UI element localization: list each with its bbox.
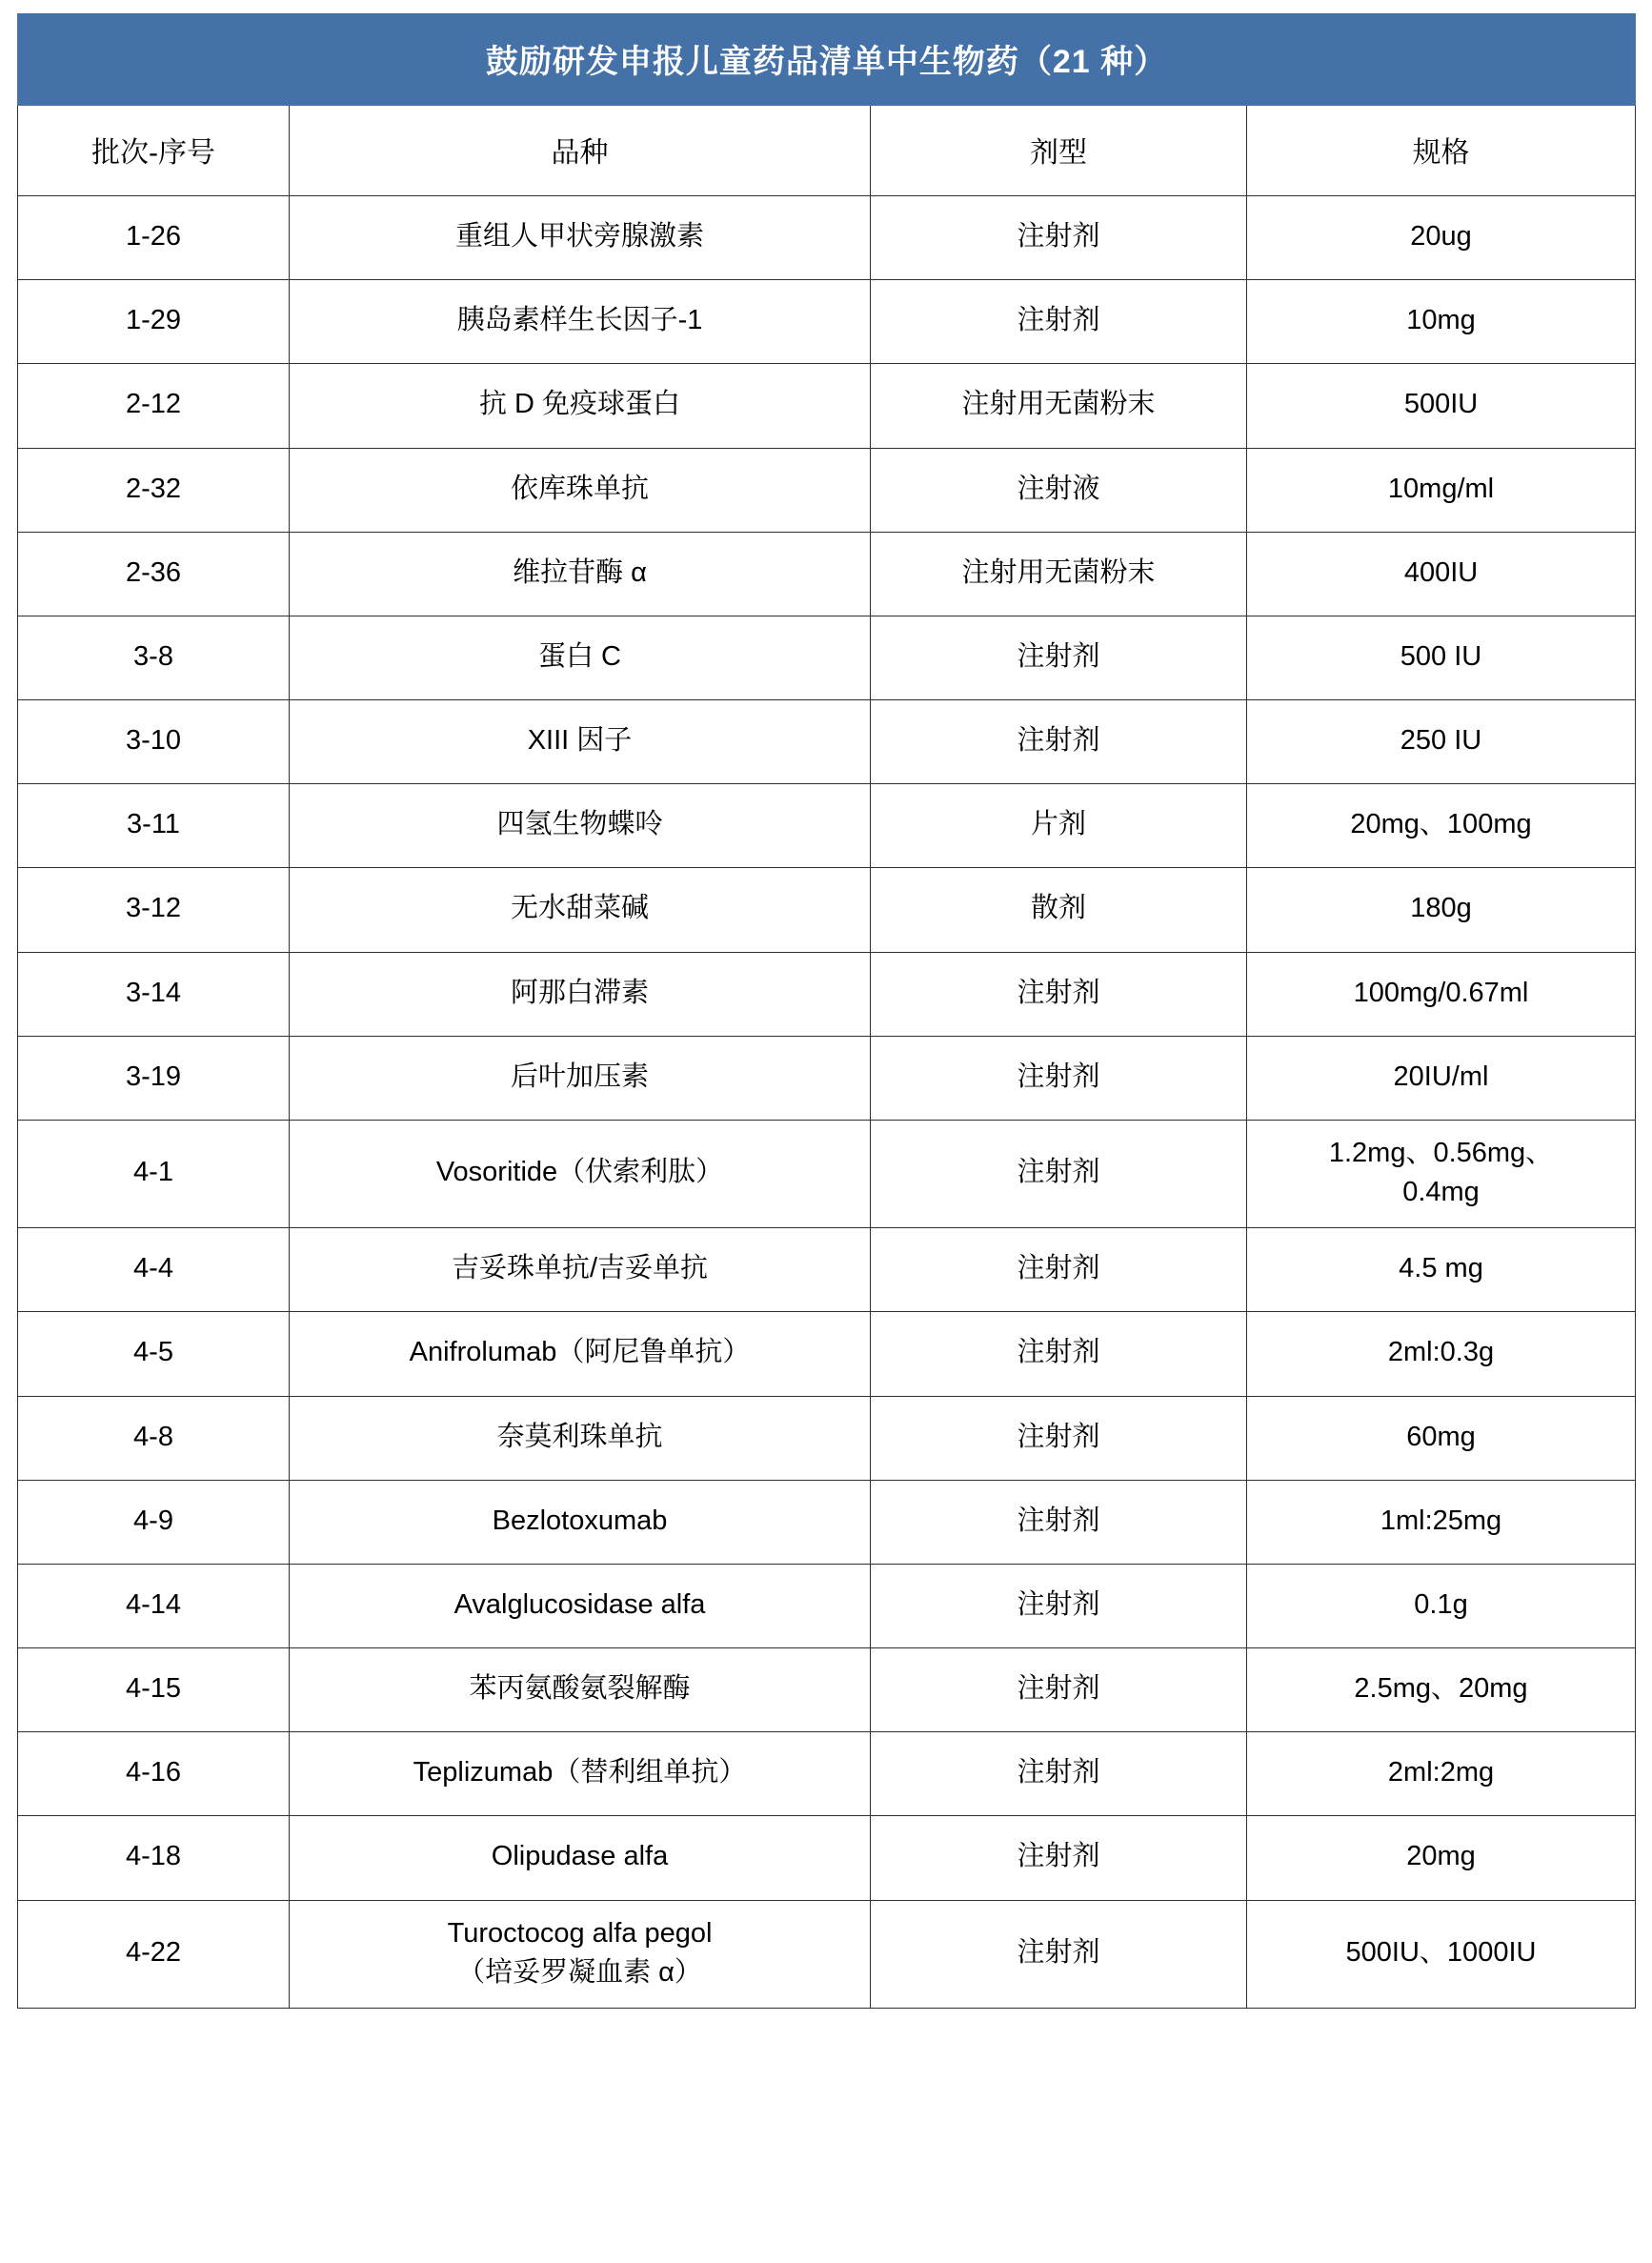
cell-batch-no: 4-4 xyxy=(18,1228,290,1312)
header-row xyxy=(18,106,1636,196)
table-row xyxy=(18,1396,1636,1480)
cell-specification: 20ug xyxy=(1247,196,1636,280)
cell-dosage-form: 注射剂 xyxy=(871,1120,1247,1227)
cell-line: 1.2mg、0.56mg、 xyxy=(1328,1137,1554,1168)
column-header-batch-no: 批次-序号 xyxy=(18,106,290,196)
cell-variety: 无水甜菜碱 xyxy=(290,868,871,952)
cell-dosage-form: 注射剂 xyxy=(871,952,1247,1036)
cell-batch-no: 3-8 xyxy=(18,616,290,699)
cell-batch-no: 3-12 xyxy=(18,868,290,952)
cell-line: Turoctocog alfa pegol xyxy=(447,1917,713,1949)
cell-variety: 吉妥珠单抗/吉妥单抗 xyxy=(290,1228,871,1312)
cell-batch-no: 4-16 xyxy=(18,1732,290,1816)
table-row xyxy=(18,616,1636,699)
cell-variety: 抗 D 免疫球蛋白 xyxy=(290,364,871,448)
cell-batch-no: 4-1 xyxy=(18,1120,290,1227)
table-row xyxy=(18,196,1636,280)
cell-batch-no: 4-9 xyxy=(18,1480,290,1564)
cell-variety: Olipudase alfa xyxy=(290,1816,871,1900)
cell-specification: 2.5mg、20mg xyxy=(1247,1648,1636,1732)
cell-line: （培妥罗凝血素 α） xyxy=(457,1956,702,1988)
cell-variety: 重组人甲状旁腺激素 xyxy=(290,196,871,280)
cell-dosage-form: 注射剂 xyxy=(871,1564,1247,1647)
table-body xyxy=(18,196,1636,2009)
table-row xyxy=(18,1564,1636,1647)
cell-variety: XIII 因子 xyxy=(290,700,871,784)
column-header-specification: 规格 xyxy=(1247,106,1636,196)
cell-dosage-form: 注射剂 xyxy=(871,1036,1247,1120)
cell-variety: 奈莫利珠单抗 xyxy=(290,1396,871,1480)
cell-batch-no: 2-36 xyxy=(18,532,290,616)
cell-batch-no: 2-12 xyxy=(18,364,290,448)
cell-batch-no: 4-14 xyxy=(18,1564,290,1647)
cell-specification: 100mg/0.67ml xyxy=(1247,952,1636,1036)
cell-variety: 后叶加压素 xyxy=(290,1036,871,1120)
cell-dosage-form: 注射用无菌粉末 xyxy=(871,364,1247,448)
cell-variety: Bezlotoxumab xyxy=(290,1480,871,1564)
cell-variety: 依库珠单抗 xyxy=(290,448,871,532)
cell-specification: 2ml:2mg xyxy=(1247,1732,1636,1816)
cell-specification xyxy=(1247,1120,1636,1227)
cell-batch-no: 4-5 xyxy=(18,1312,290,1396)
cell-specification: 20IU/ml xyxy=(1247,1036,1636,1120)
table-row xyxy=(18,1732,1636,1816)
cell-variety: Avalglucosidase alfa xyxy=(290,1564,871,1647)
cell-batch-no: 4-15 xyxy=(18,1648,290,1732)
cell-variety: 苯丙氨酸氨裂解酶 xyxy=(290,1648,871,1732)
column-header-dosage-form: 剂型 xyxy=(871,106,1247,196)
cell-dosage-form: 注射剂 xyxy=(871,1816,1247,1900)
cell-variety: 阿那白滞素 xyxy=(290,952,871,1036)
table-row xyxy=(18,448,1636,532)
cell-dosage-form: 注射剂 xyxy=(871,1732,1247,1816)
page-title: 鼓励研发申报儿童药品清单中生物药（21 种） xyxy=(18,14,1636,106)
cell-dosage-form: 注射剂 xyxy=(871,1480,1247,1564)
table-row xyxy=(18,1036,1636,1120)
table-row xyxy=(18,1120,1636,1227)
table-row xyxy=(18,868,1636,952)
table-row xyxy=(18,784,1636,868)
cell-batch-no: 3-10 xyxy=(18,700,290,784)
cell-dosage-form: 片剂 xyxy=(871,784,1247,868)
cell-specification: 0.1g xyxy=(1247,1564,1636,1647)
cell-specification: 500IU xyxy=(1247,364,1636,448)
cell-dosage-form: 注射剂 xyxy=(871,1900,1247,2008)
table-row xyxy=(18,1648,1636,1732)
table-row xyxy=(18,1816,1636,1900)
cell-variety: 维拉苷酶 α xyxy=(290,532,871,616)
cell-specification: 500IU、1000IU xyxy=(1247,1900,1636,2008)
cell-specification: 180g xyxy=(1247,868,1636,952)
cell-batch-no: 2-32 xyxy=(18,448,290,532)
cell-specification: 4.5 mg xyxy=(1247,1228,1636,1312)
cell-dosage-form: 注射剂 xyxy=(871,616,1247,699)
cell-specification: 2ml:0.3g xyxy=(1247,1312,1636,1396)
cell-batch-no: 1-29 xyxy=(18,280,290,364)
table-title-row xyxy=(18,14,1636,106)
cell-variety: Teplizumab（替利组单抗） xyxy=(290,1732,871,1816)
cell-specification: 500 IU xyxy=(1247,616,1636,699)
table-row xyxy=(18,700,1636,784)
cell-dosage-form: 注射剂 xyxy=(871,280,1247,364)
cell-variety: 四氢生物蝶呤 xyxy=(290,784,871,868)
column-header-variety: 品种 xyxy=(290,106,871,196)
cell-dosage-form: 注射剂 xyxy=(871,1228,1247,1312)
cell-batch-no: 4-8 xyxy=(18,1396,290,1480)
cell-specification: 20mg、100mg xyxy=(1247,784,1636,868)
cell-dosage-form: 注射液 xyxy=(871,448,1247,532)
cell-dosage-form: 注射用无菌粉末 xyxy=(871,532,1247,616)
cell-dosage-form: 注射剂 xyxy=(871,1312,1247,1396)
cell-line: 0.4mg xyxy=(1402,1177,1480,1208)
cell-specification: 60mg xyxy=(1247,1396,1636,1480)
drug-list-table xyxy=(17,13,1636,2009)
table-row xyxy=(18,952,1636,1036)
cell-variety: 蛋白 C xyxy=(290,616,871,699)
table-row xyxy=(18,532,1636,616)
cell-variety xyxy=(290,1900,871,2008)
table-row xyxy=(18,1312,1636,1396)
cell-dosage-form: 注射剂 xyxy=(871,1396,1247,1480)
cell-dosage-form: 散剂 xyxy=(871,868,1247,952)
cell-specification: 400IU xyxy=(1247,532,1636,616)
cell-specification: 1ml:25mg xyxy=(1247,1480,1636,1564)
cell-batch-no: 4-18 xyxy=(18,1816,290,1900)
cell-specification: 10mg/ml xyxy=(1247,448,1636,532)
table-row xyxy=(18,1228,1636,1312)
table-row xyxy=(18,1900,1636,2008)
cell-batch-no: 4-22 xyxy=(18,1900,290,2008)
cell-variety: Anifrolumab（阿尼鲁单抗） xyxy=(290,1312,871,1396)
cell-variety: Vosoritide（伏索利肽） xyxy=(290,1120,871,1227)
table-row xyxy=(18,280,1636,364)
cell-specification: 20mg xyxy=(1247,1816,1636,1900)
cell-dosage-form: 注射剂 xyxy=(871,196,1247,280)
table-row xyxy=(18,364,1636,448)
cell-variety: 胰岛素样生长因子-1 xyxy=(290,280,871,364)
cell-batch-no: 1-26 xyxy=(18,196,290,280)
cell-batch-no: 3-11 xyxy=(18,784,290,868)
cell-dosage-form: 注射剂 xyxy=(871,1648,1247,1732)
table-header xyxy=(18,106,1636,196)
cell-dosage-form: 注射剂 xyxy=(871,700,1247,784)
table-row xyxy=(18,1480,1636,1564)
cell-batch-no: 3-19 xyxy=(18,1036,290,1120)
cell-specification: 250 IU xyxy=(1247,700,1636,784)
cell-batch-no: 3-14 xyxy=(18,952,290,1036)
cell-specification: 10mg xyxy=(1247,280,1636,364)
